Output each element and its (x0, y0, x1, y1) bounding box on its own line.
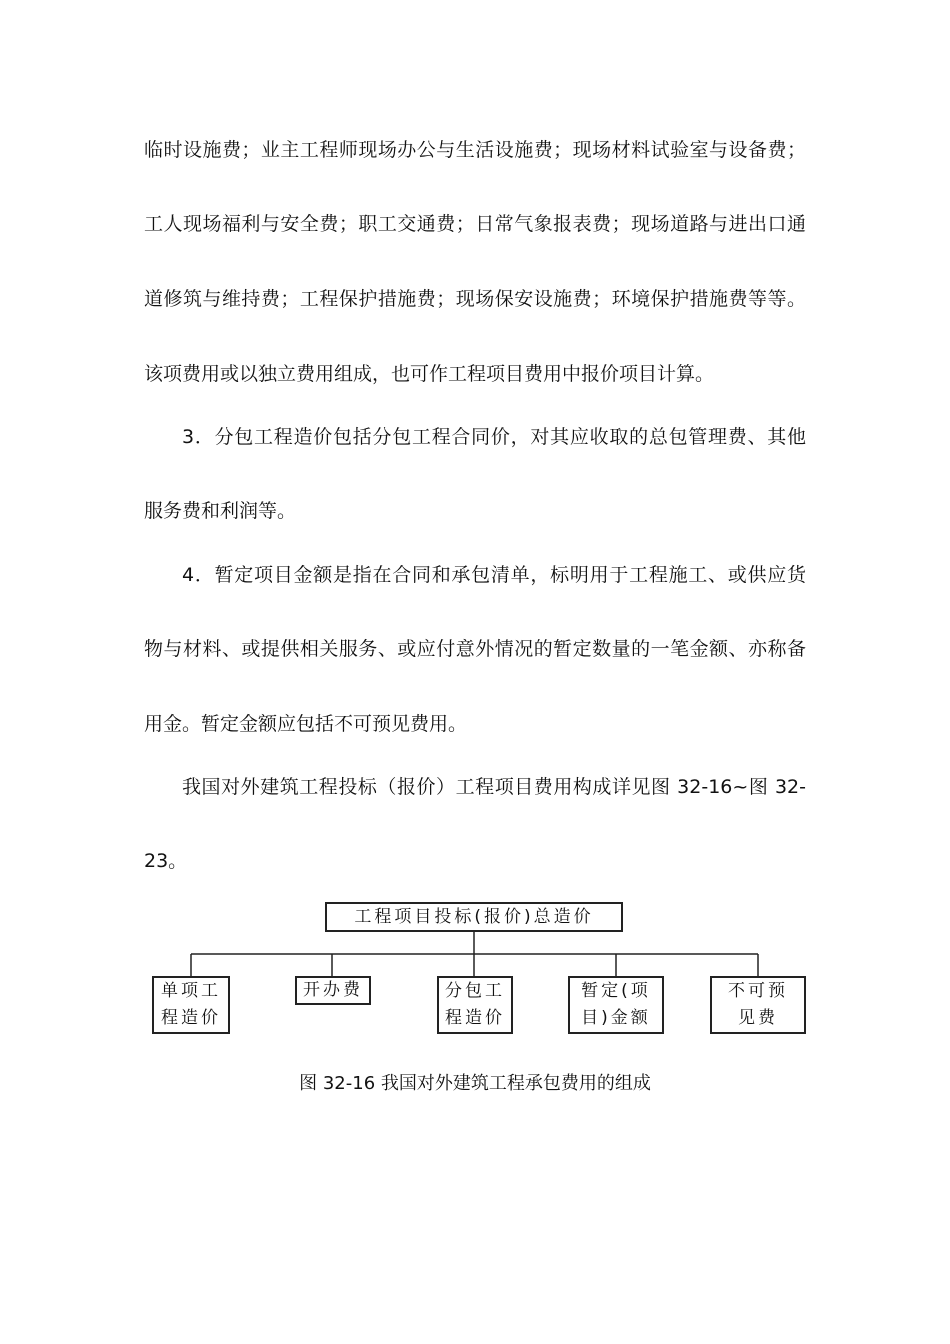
text-line-8: 物与材料、或提供相关服务、或应付意外情况的暂定数量的一笔金额、亦称备 (144, 638, 806, 660)
text-line-4: 该项费用或以独立费用组成，也可作工程项目费用中报价项目计算。 (144, 363, 715, 385)
diagram-root-box (325, 902, 623, 932)
text-line-10: 我国对外建筑工程投标（报价）工程项目费用构成详见图 32-16~图 32- (182, 776, 806, 798)
text-line-9: 用金。暂定金额应包括不可预见费用。 (144, 713, 468, 735)
diagram-box-label: 程造价 (161, 1008, 221, 1028)
text-line-3: 道修筑与维持费；工程保护措施费；现场保安设施费；环境保护措施费等等。 (144, 288, 806, 310)
diagram-box-label: 单项工 (161, 981, 221, 1001)
diagram-box-preliminaries (295, 976, 371, 1005)
text-line-1: 临时设施费；业主工程师现场办公与生活设施费；现场材料试验室与设备费； (144, 139, 806, 161)
diagram-box-label: 开办费 (303, 980, 363, 1000)
diagram-box-label: 不可预 (728, 981, 788, 1001)
diagram-box-contingency (710, 976, 806, 1034)
diagram-box-label: 分包工 (445, 981, 505, 1001)
diagram-box-provisional-sum (568, 976, 664, 1034)
diagram-box-subcontract-cost (437, 976, 513, 1034)
figure-caption: 图 32-16 我国对外建筑工程承包费用的组成 (299, 1073, 651, 1094)
text-line-6: 服务费和利润等。 (144, 500, 297, 522)
diagram-box-unit-project-cost (152, 976, 230, 1034)
text-line-7: 4．暂定项目金额是指在合同和承包清单，标明用于工程施工、或供应货 (182, 564, 806, 586)
diagram-root-label: 工程项目投标(报价)总造价 (354, 907, 594, 927)
text-line-11: 23。 (144, 850, 188, 872)
diagram-box-label: 暂定(项 (581, 981, 651, 1001)
text-line-2: 工人现场福利与安全费；职工交通费；日常气象报表费；现场道路与进出口通 (144, 213, 806, 235)
text-line-5: 3．分包工程造价包括分包工程合同价，对其应收取的总包管理费、其他 (182, 426, 806, 448)
diagram-box-label: 目)金额 (581, 1008, 651, 1028)
diagram-box-label: 程造价 (445, 1008, 505, 1028)
diagram-box-label: 见费 (738, 1008, 778, 1028)
